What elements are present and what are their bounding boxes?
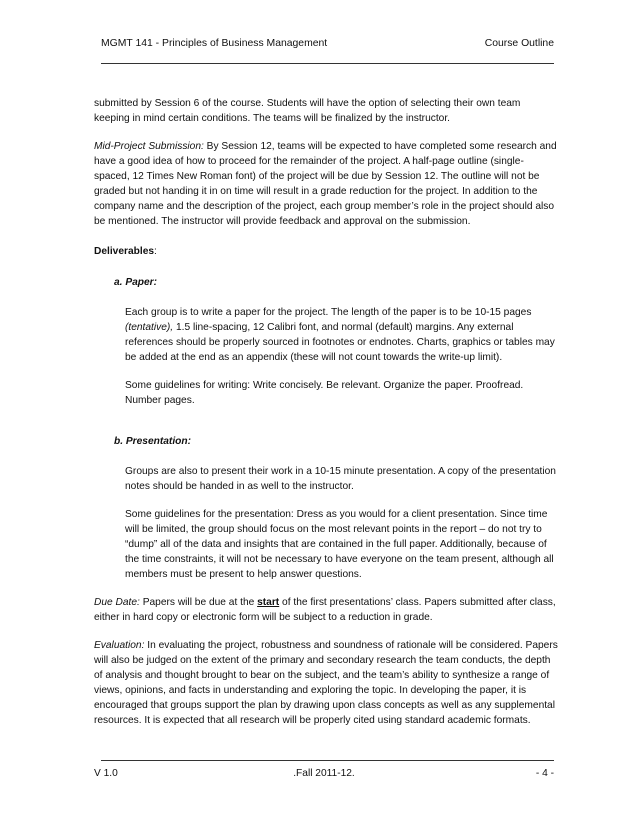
presentation-paragraph: Groups are also to present their work in a 10-15 minute presentation. A copy of the presentation notes should be handed in as well to the instructor. — [125, 466, 556, 492]
document-type: Course Outline — [484, 38, 554, 49]
term-label: .Fall 2011-12. — [293, 768, 355, 779]
presentation-guidelines: Some guidelines for the presentation: Dress as you would for a client presentation. Since time will be limited, the group should focus on the most relevant points in the report – do not try to “dump” all of the data and insights that are contained in the full paper. Additionally, because of the time constraints, it will not be necessary to have everyone on the team present, although all members must be present to help answer questions. — [125, 509, 554, 580]
evaluation-text: In evaluating the project, robustness and soundness of rationale will be considered. Papers will also be judged on the extent of the primary and secondary research the team conducts, the depth of analysis and thought brought to bear on the subject, and the team’s ability to synthesize a range of views, opinions, and facts in understanding and exploring the topic. In developing the paper, it is encouraged that groups support the plan by drawing upon class concepts as well as any supplemental resources. It is expected that all research will be properly cited using standard academic formats. — [94, 640, 558, 726]
presentation-section — [125, 464, 558, 582]
paper-text-b: 1.5 line-spacing, 12 Calibri font, and normal (default) margins. Any external references should be properly sourced in footnotes or endnotes. Charts, graphics or tables may be added at the end as an appendix (these will not count towards the write-up limit). — [125, 322, 555, 363]
due-date-paragraph — [94, 595, 558, 625]
paper-guidelines: Some guidelines for writing: Write concisely. Be relevant. Organize the paper. Proofread. Number pages. — [125, 380, 524, 406]
course-title: MGMT 141 - Principles of Business Management — [101, 38, 328, 49]
deliverables-colon: : — [154, 246, 157, 257]
paper-paragraph — [125, 305, 558, 365]
page-body — [94, 96, 558, 741]
presentation-heading: b. Presentation: — [114, 436, 191, 447]
paper-text-a: Each group is to write a paper for the project. The length of the paper is to be 10-15 pages — [125, 307, 532, 318]
footer-divider — [101, 760, 554, 761]
page-number: - 4 - — [535, 768, 554, 779]
due-date-text-b: of the first presentations’ class. Papers submitted after class, either in hard copy or electronic form will be subject to a reduction in grade. — [94, 597, 556, 623]
version-label: V 1.0 — [94, 768, 118, 779]
evaluation-label: Evaluation: — [94, 640, 145, 651]
paper-tentative: (tentative), — [125, 322, 174, 333]
mid-project-paragraph — [94, 139, 558, 229]
paper-section — [125, 305, 558, 408]
paper-heading: a. Paper: — [114, 277, 158, 288]
due-date-text-a: Papers will be due at the — [139, 597, 258, 608]
page-header — [101, 36, 554, 51]
evaluation-paragraph — [94, 638, 558, 728]
deliverables-label: Deliverables — [94, 246, 155, 257]
deliverables-heading — [94, 244, 558, 259]
mid-project-label: Mid-Project Submission: — [94, 141, 204, 152]
intro-paragraph: submitted by Session 6 of the course. Students will have the option of selecting their own team keeping in mind certain conditions. The teams will be finalized by the instructor. — [94, 98, 521, 124]
start-emphasis: start — [257, 597, 280, 608]
page-footer — [94, 766, 554, 781]
due-date-label: Due Date: — [94, 597, 140, 608]
header-divider — [101, 63, 554, 64]
mid-project-text: By Session 12, teams will be expected to have completed some research and have a good idea of how to proceed for the remainder of the project. A half-page outline (single-spaced, 12 Times New Roman font) of the project will be due by Session 12. The outline will not be graded but not handing it in on time will result in a grade reduction for the project. In addition to the company name and the description of the project, each group member’s role in the project should also be mentioned. The instructor will provide feedback and approval on the submission. — [94, 141, 557, 227]
